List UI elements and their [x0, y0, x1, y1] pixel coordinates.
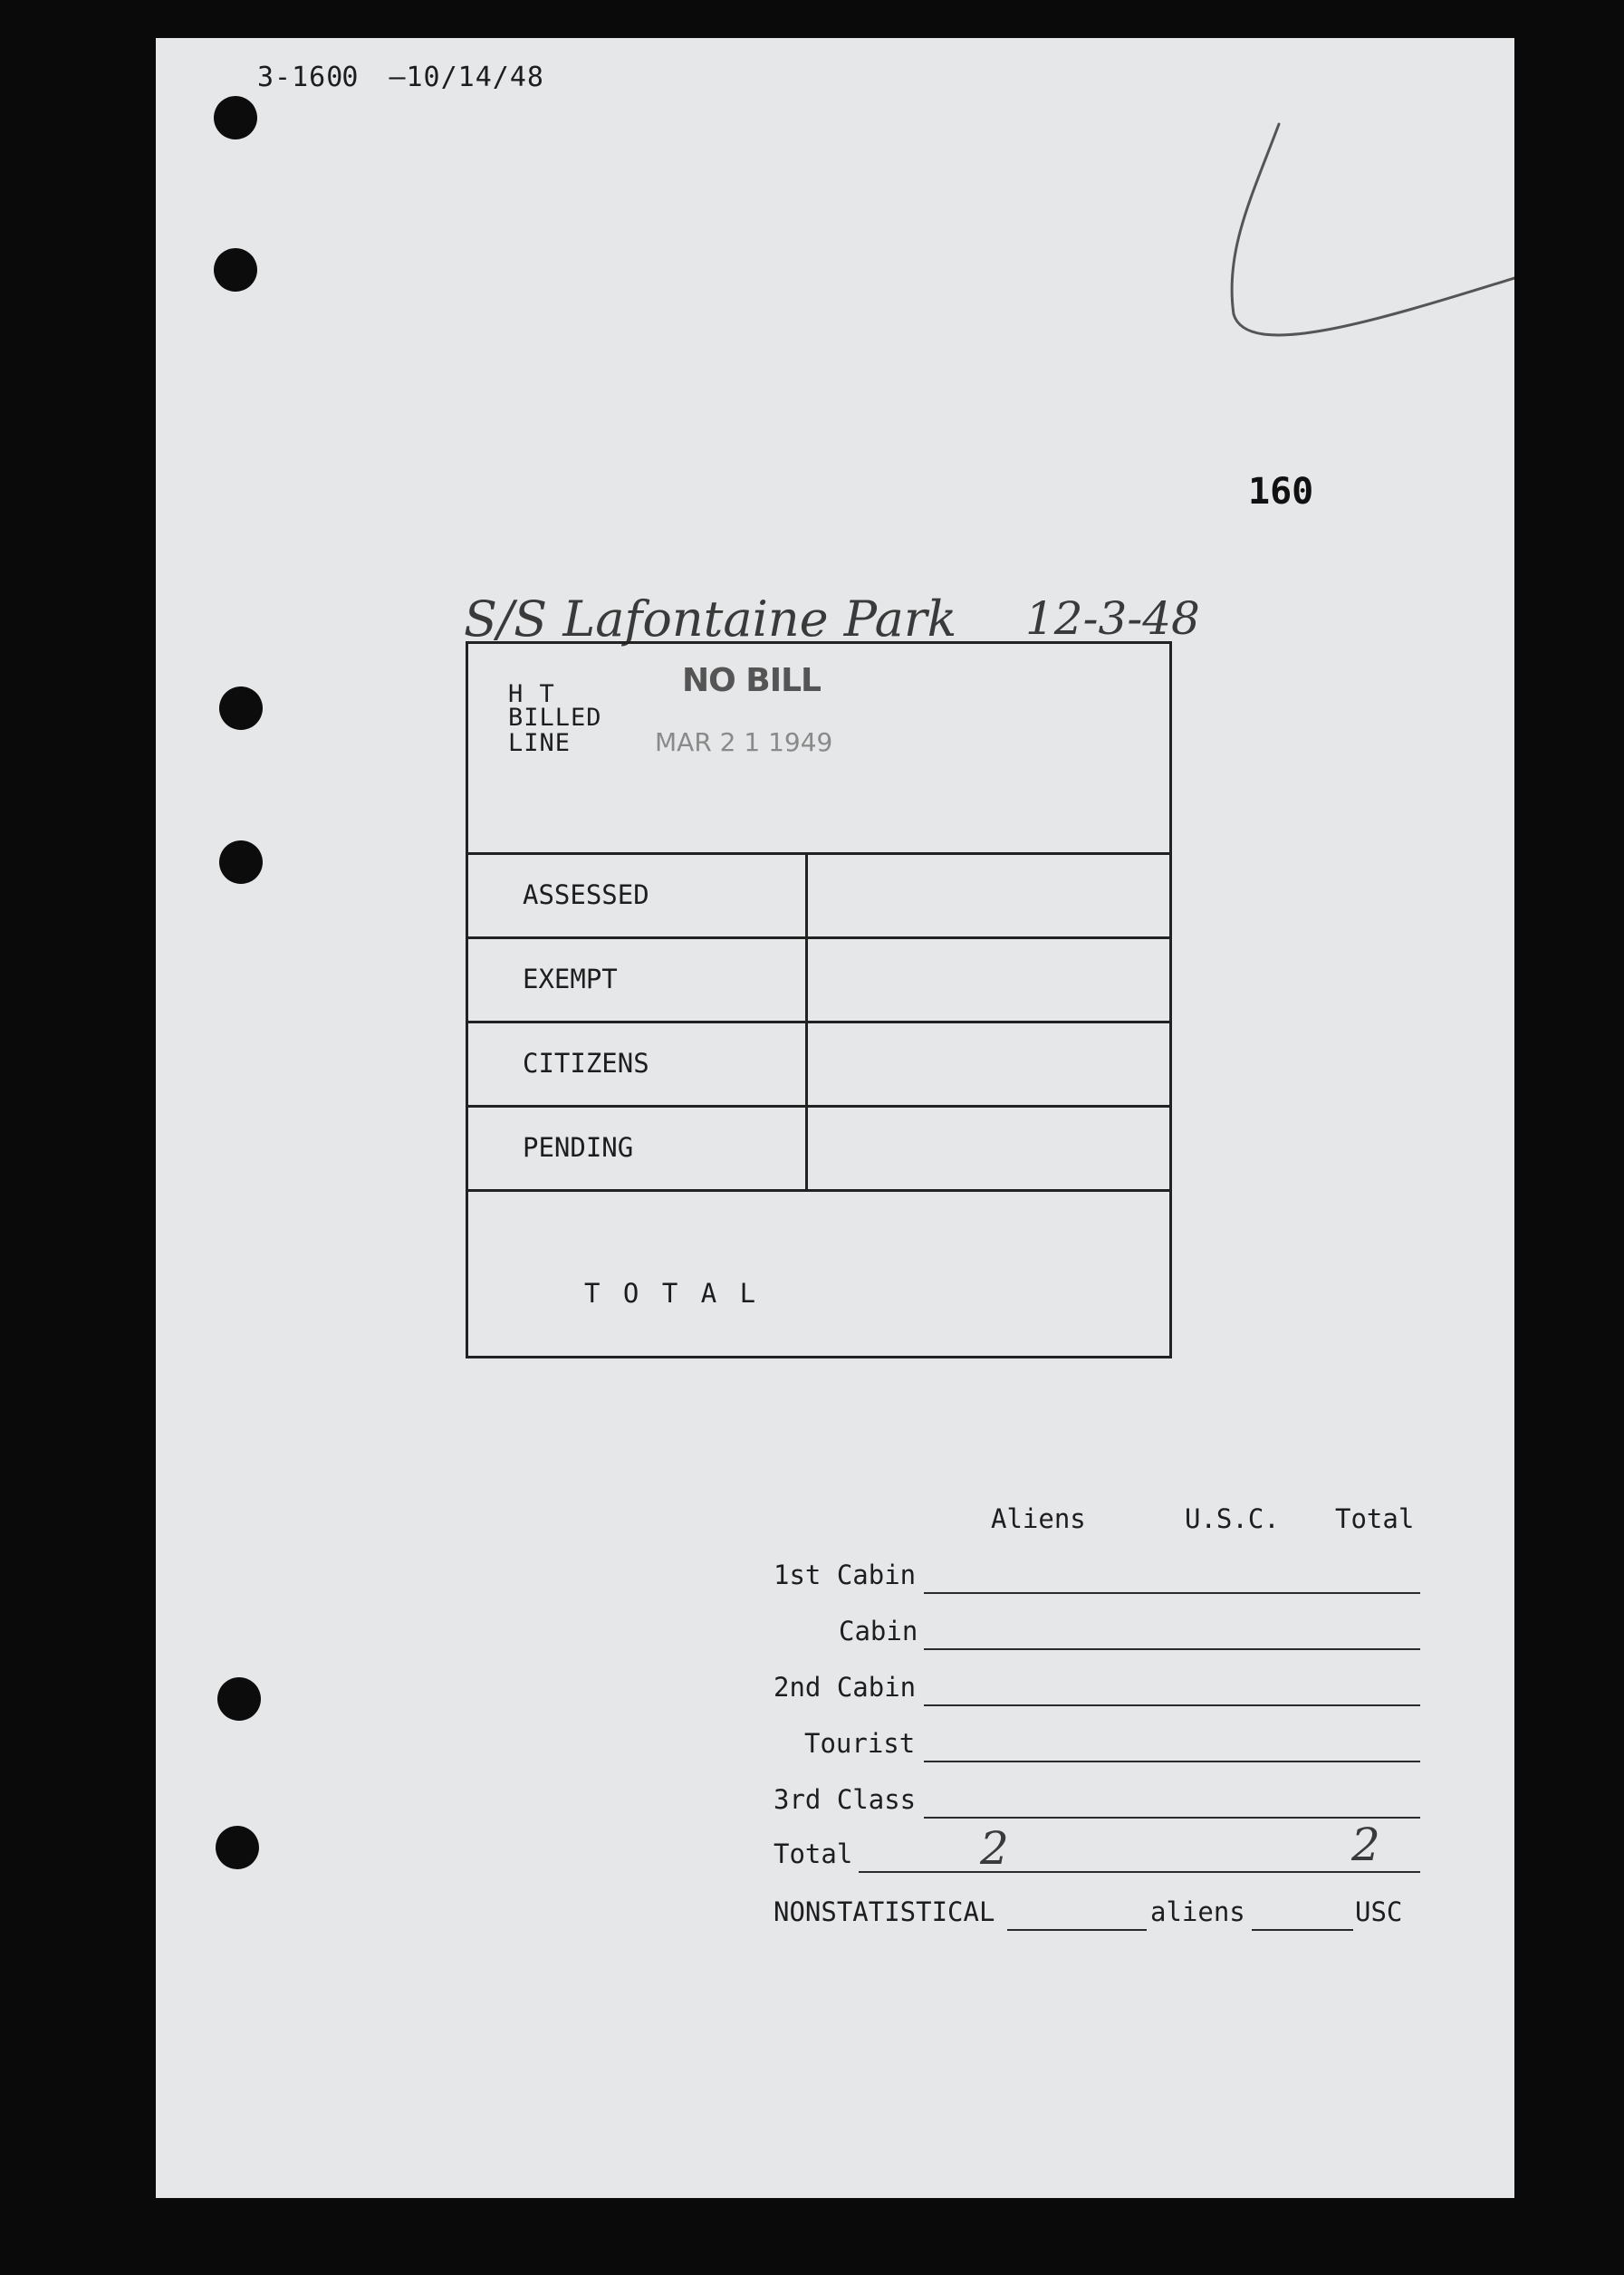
- document-page: [156, 38, 1514, 2198]
- header-line: BILLED: [508, 704, 602, 732]
- arrival-date: 12-3-48: [1025, 592, 1200, 645]
- row-label-cabin: Cabin: [839, 1616, 918, 1646]
- fill-line: [1252, 1929, 1353, 1931]
- total-label: T O T A L: [584, 1278, 760, 1309]
- stamp-row-citizens: [468, 1021, 1169, 1108]
- nonstatistical-aliens-label: aliens: [1150, 1896, 1245, 1927]
- fill-line: [924, 1648, 1420, 1650]
- column-header-usc: U.S.C.: [1185, 1503, 1280, 1534]
- stamp-row-pending: [468, 1105, 1169, 1192]
- page-number: 160: [1248, 471, 1314, 513]
- total-aliens-value: 2: [980, 1822, 1009, 1875]
- stamp-row-exempt: [468, 936, 1169, 1023]
- form-date: 10/14/48: [406, 62, 544, 93]
- form-code: 3-1600 —10/14/48: [257, 62, 544, 93]
- row-label-1st-cabin: 1st Cabin: [774, 1560, 917, 1590]
- date-stamp: MAR 2 1 1949: [655, 727, 833, 757]
- head-tax-stamp-box: [466, 641, 1172, 1358]
- stamp-box-header: [468, 644, 1169, 855]
- row-label-3rd-class: 3rd Class: [774, 1784, 917, 1815]
- row-label: ASSESSED: [523, 879, 649, 910]
- nonstatistical-label: NONSTATISTICAL: [774, 1896, 995, 1927]
- header-line: LINE: [508, 729, 572, 757]
- fill-line: [924, 1704, 1420, 1706]
- no-bill-stamp: NO BILL: [682, 662, 821, 699]
- row-label-tourist: Tourist: [804, 1728, 916, 1759]
- row-label-2nd-cabin: 2nd Cabin: [774, 1672, 917, 1703]
- punch-hole: [214, 96, 257, 139]
- column-header-total: Total: [1335, 1503, 1415, 1534]
- punch-hole: [219, 840, 263, 884]
- fill-line: [924, 1592, 1420, 1594]
- fill-line: [1007, 1929, 1147, 1931]
- punch-hole: [217, 1677, 261, 1721]
- header-line: H T: [508, 680, 555, 708]
- row-label: EXEMPT: [523, 964, 618, 994]
- nonstatistical-usc-label: USC: [1355, 1896, 1403, 1927]
- fill-line: [924, 1761, 1420, 1762]
- vessel-name: S/S Lafontaine Park: [464, 590, 957, 648]
- punch-hole: [214, 248, 257, 292]
- row-label: PENDING: [523, 1132, 634, 1163]
- total-total-value: 2: [1351, 1819, 1380, 1871]
- punch-hole: [219, 686, 263, 730]
- fill-line: [924, 1817, 1420, 1819]
- row-label-total: Total: [774, 1838, 853, 1869]
- column-header-aliens: Aliens: [991, 1503, 1086, 1534]
- stamp-row-assessed: [468, 852, 1169, 939]
- fill-line: [859, 1871, 1420, 1873]
- punch-hole: [216, 1826, 259, 1869]
- check-mark-icon: [1134, 79, 1514, 387]
- row-label: CITIZENS: [523, 1048, 649, 1079]
